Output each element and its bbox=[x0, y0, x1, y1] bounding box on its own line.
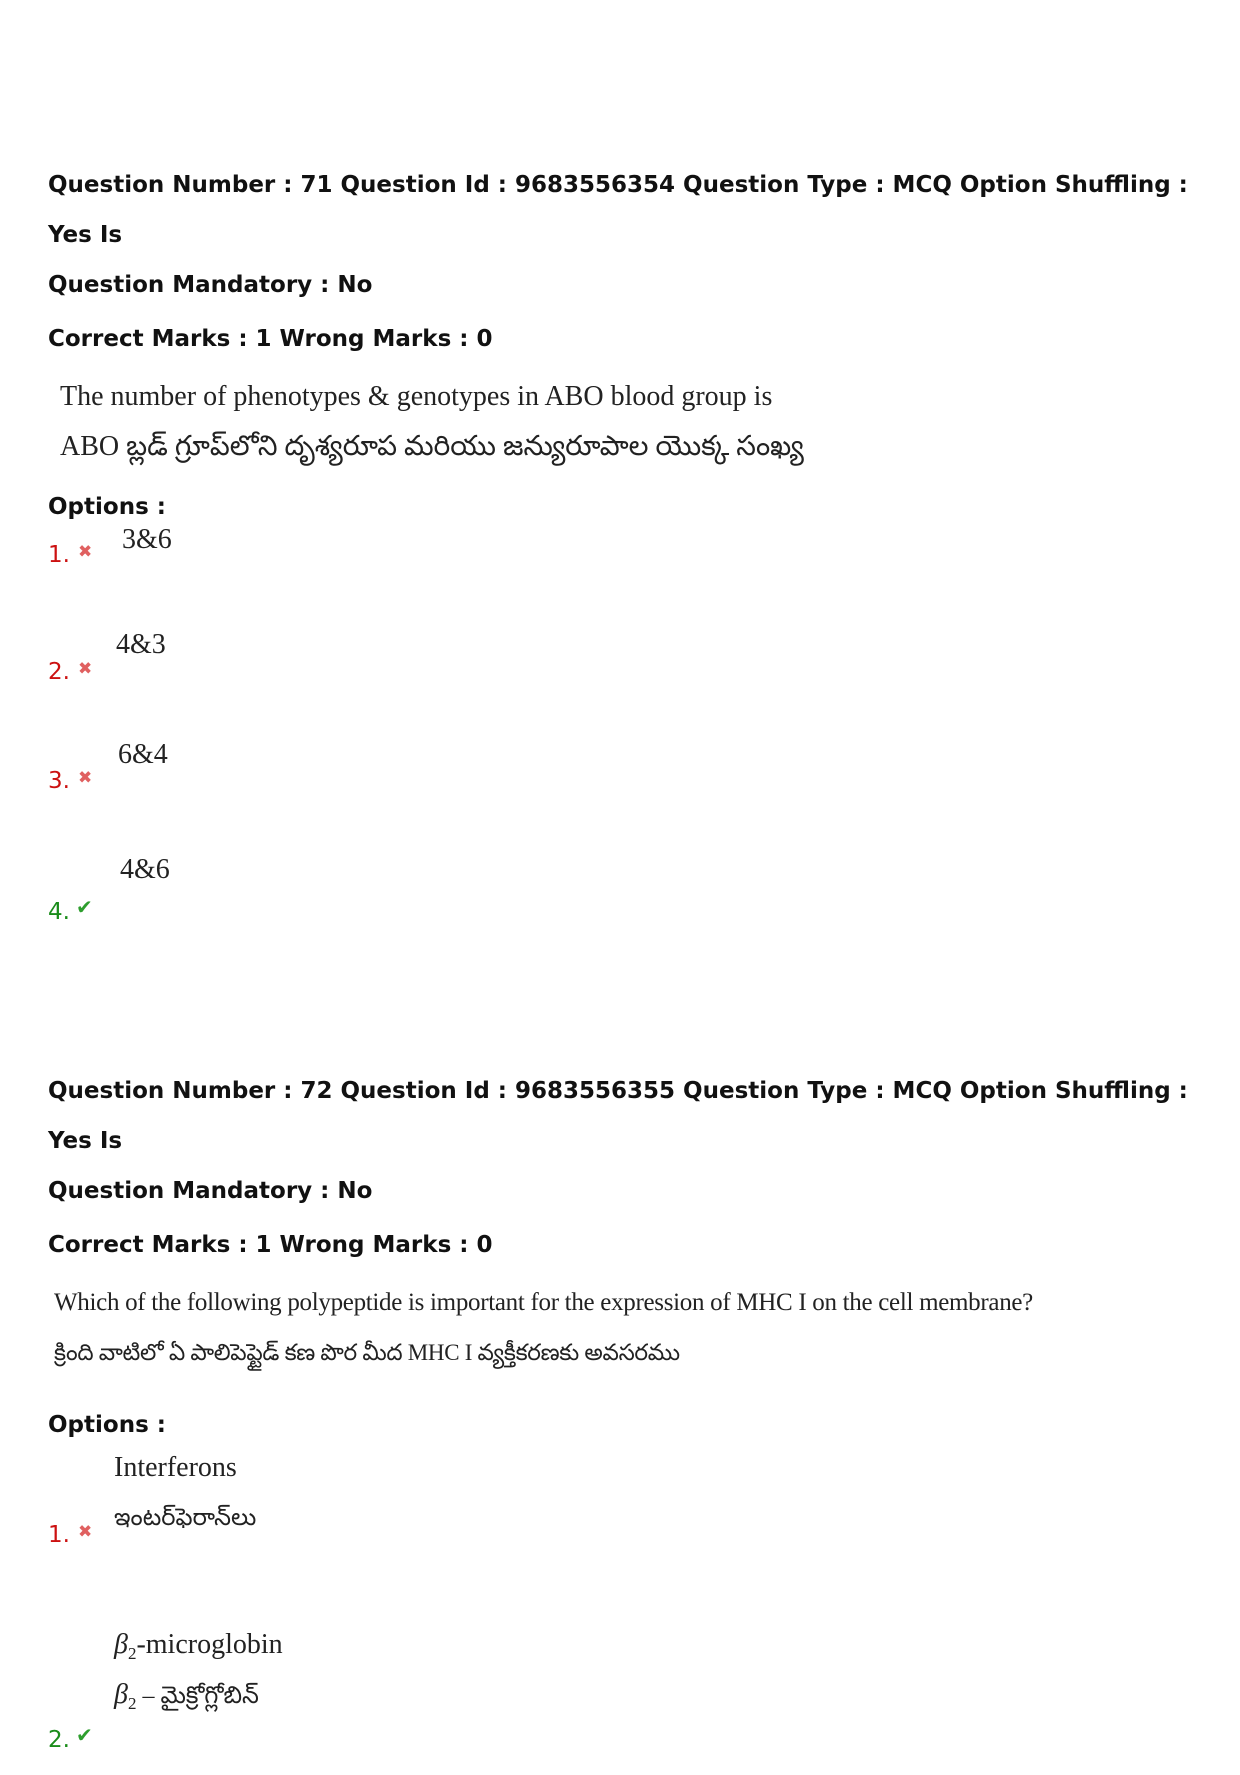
option-text: 4&3 bbox=[116, 629, 166, 660]
cross-icon: ✖ bbox=[78, 1522, 93, 1542]
option-text: – మైక్రోగ్లోబిన్ bbox=[136, 1683, 259, 1709]
option-3 bbox=[48, 739, 1208, 887]
option-number: 2. bbox=[48, 659, 70, 685]
question-meta-line: Question Number : 71 Question Id : 9683556354 Question Type : MCQ Option Shuffling : Yes Is bbox=[48, 172, 1188, 248]
option-text-english: Interferons bbox=[114, 1452, 237, 1483]
question-mandatory-line: Question Mandatory : No bbox=[48, 272, 373, 298]
beta-symbol: β bbox=[114, 1679, 128, 1710]
question-text-telugu: ABO బ్లడ్ గ్రూప్‌లోని దృశ్యరూప మరియు జన్యురూపాల యొక్క సంఖ్య bbox=[60, 431, 804, 462]
option-number: 1. bbox=[48, 542, 70, 568]
cross-icon: ✖ bbox=[78, 659, 93, 679]
option-number: 1. bbox=[48, 1522, 70, 1548]
question-mandatory-line: Question Mandatory : No bbox=[48, 1178, 373, 1204]
check-icon: ✔ bbox=[76, 895, 93, 919]
question-block-71 bbox=[48, 160, 1208, 947]
beta-symbol: β bbox=[114, 1629, 128, 1660]
options-label: Options : bbox=[48, 1412, 166, 1438]
options-label: Options : bbox=[48, 494, 166, 520]
option-text: -microglobin bbox=[136, 1629, 283, 1660]
cross-icon: ✖ bbox=[78, 768, 93, 788]
question-block-72 bbox=[48, 1066, 1208, 1775]
option-number: 4. bbox=[48, 899, 70, 925]
option-text-english bbox=[114, 1629, 283, 1664]
question-text-english: The number of phenotypes & genotypes in ABO blood group is bbox=[60, 381, 773, 412]
option-number: 3. bbox=[48, 768, 70, 794]
option-text-telugu bbox=[114, 1679, 259, 1715]
option-1 bbox=[48, 1450, 1208, 1625]
marks-line: Correct Marks : 1 Wrong Marks : 0 bbox=[48, 326, 493, 352]
option-number: 2. bbox=[48, 1727, 70, 1753]
question-text bbox=[60, 372, 1208, 472]
question-text-english: Which of the following polypeptide is important for the expression of MHC I on the cell membrane? bbox=[54, 1289, 1033, 1316]
subscript: 2 bbox=[127, 1644, 137, 1663]
question-text bbox=[54, 1278, 1208, 1378]
option-text-telugu: ఇంటర్‌ఫెరాన్‌లు bbox=[114, 1505, 257, 1531]
option-text: 4&6 bbox=[120, 854, 170, 885]
marks-line: Correct Marks : 1 Wrong Marks : 0 bbox=[48, 1232, 493, 1258]
question-text-telugu: క్రింది వాటిలో ఏ పాలిపెప్టైడ్ కణ పొర మీద MHC I వ్యక్తీకరణకు అవసరము bbox=[54, 1340, 680, 1365]
question-meta-line: Question Number : 72 Question Id : 9683556355 Question Type : MCQ Option Shuffling : Yes Is bbox=[48, 1078, 1188, 1154]
option-2 bbox=[48, 1625, 1208, 1775]
option-text: 6&4 bbox=[118, 739, 168, 770]
option-text: 3&6 bbox=[122, 524, 172, 555]
subscript: 2 bbox=[127, 1694, 137, 1713]
option-1 bbox=[48, 524, 1208, 642]
option-2 bbox=[48, 629, 1208, 757]
check-icon: ✔ bbox=[76, 1723, 93, 1747]
cross-icon: ✖ bbox=[78, 542, 93, 562]
option-4 bbox=[48, 854, 1208, 947]
